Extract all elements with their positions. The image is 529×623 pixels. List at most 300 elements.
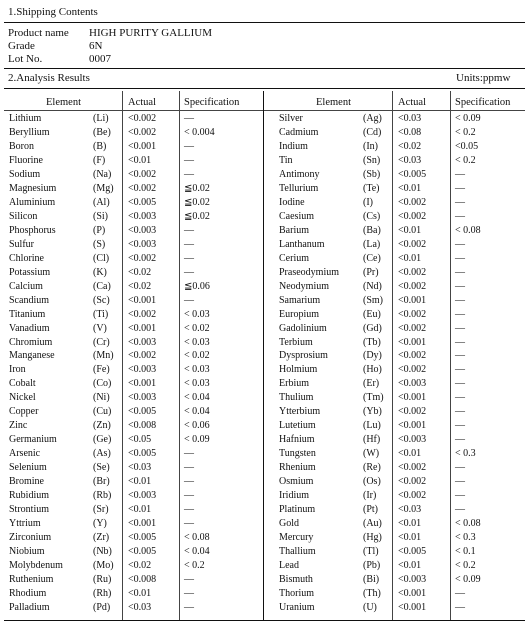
left-element-symbol: (Na) (93, 169, 112, 180)
left-element-name: Beryllium (9, 127, 50, 138)
right-actual-value: <0.01 (398, 183, 422, 194)
left-spec-value: — (184, 588, 194, 599)
left-element-symbol: (Si) (93, 211, 108, 222)
left-element-name: Sodium (9, 169, 41, 180)
header-spec-left: Specification (184, 97, 240, 108)
right-actual-value: <0.002 (398, 490, 427, 501)
right-element-name: Dysprosium (279, 350, 328, 361)
left-actual-value: <0.003 (128, 337, 157, 348)
right-spec-value: < 0.3 (455, 448, 476, 459)
left-actual-value: <0.003 (128, 211, 157, 222)
left-spec-value: < 0.04 (184, 392, 210, 403)
left-spec-value: < 0.03 (184, 364, 210, 375)
left-element-name: Strontium (9, 504, 50, 515)
left-element-symbol: (As) (93, 448, 111, 459)
right-element-symbol: (Ag) (363, 113, 382, 124)
right-element-name: Thallium (279, 546, 316, 557)
left-element-symbol: (Cl) (93, 253, 110, 264)
right-element-name: Silver (279, 113, 303, 124)
right-element-name: Cerium (279, 253, 309, 264)
left-element-symbol: (Sr) (93, 504, 109, 515)
left-element-name: Potassium (9, 267, 51, 278)
section1-rule (4, 22, 525, 23)
left-actual-value: <0.005 (128, 448, 157, 459)
grade-value: 6N (89, 40, 103, 52)
right-element-name: Lutetium (279, 420, 316, 431)
right-spec-value: — (455, 406, 465, 417)
right-spec-value: — (455, 490, 465, 501)
right-spec-value: — (455, 504, 465, 515)
left-element-name: Molybdenum (9, 560, 63, 571)
left-element-symbol: (S) (93, 239, 106, 250)
left-element-name: Titanium (9, 309, 46, 320)
left-spec-value: ≦0.02 (184, 211, 210, 222)
left-element-name: Iron (9, 364, 26, 375)
left-spec-value: < 0.02 (184, 323, 210, 334)
left-element-name: Calcium (9, 281, 43, 292)
left-actual-value: <0.003 (128, 225, 157, 236)
right-spec-value: — (455, 309, 465, 320)
right-element-symbol: (Os) (363, 476, 381, 487)
right-spec-value: < 0.2 (455, 560, 476, 571)
right-actual-value: <0.003 (398, 378, 427, 389)
header-actual-left: Actual (128, 97, 156, 108)
left-element-name: Lithium (9, 113, 42, 124)
right-actual-value: <0.01 (398, 518, 422, 529)
left-element-name: Boron (9, 141, 34, 152)
right-element-name: Tellurium (279, 183, 319, 194)
left-element-name: Bromine (9, 476, 44, 487)
lot-label: Lot No. (8, 53, 43, 65)
right-element-symbol: (Tm) (363, 392, 384, 403)
right-element-symbol: (Lu) (363, 420, 381, 431)
left-actual-value: <0.001 (128, 323, 157, 334)
header-element-left: Element (46, 97, 81, 108)
left-spec-value: < 0.04 (184, 546, 210, 557)
right-spec-value: < 0.2 (455, 127, 476, 138)
left-element-name: Yttrium (9, 518, 41, 529)
right-element-symbol: (Te) (363, 183, 380, 194)
left-element-symbol: (Cu) (93, 406, 112, 417)
left-actual-value: <0.001 (128, 518, 157, 529)
left-element-name: Selenium (9, 462, 47, 473)
left-actual-value: <0.02 (128, 267, 152, 278)
right-element-name: Osmium (279, 476, 314, 487)
right-spec-value: — (455, 476, 465, 487)
left-element-name: Fluorine (9, 155, 43, 166)
right-element-name: Tin (279, 155, 293, 166)
right-actual-value: <0.001 (398, 295, 427, 306)
right-actual-value: <0.002 (398, 323, 427, 334)
right-element-symbol: (Gd) (363, 323, 382, 334)
left-actual-value: <0.002 (128, 253, 157, 264)
left-element-name: Chlorine (9, 253, 44, 264)
left-actual-value: <0.01 (128, 476, 152, 487)
left-actual-value: <0.005 (128, 532, 157, 543)
right-element-symbol: (Sn) (363, 155, 381, 166)
product-name-label: Product name (8, 27, 69, 39)
right-actual-value: <0.002 (398, 267, 427, 278)
left-element-symbol: (Be) (93, 127, 111, 138)
left-spec-value: < 0.04 (184, 406, 210, 417)
left-spec-value: < 0.03 (184, 337, 210, 348)
left-element-name: Zirconium (9, 532, 52, 543)
right-actual-value: <0.002 (398, 350, 427, 361)
right-actual-value: <0.01 (398, 448, 422, 459)
left-element-name: Ruthenium (9, 574, 54, 585)
right-element-symbol: (Au) (363, 518, 382, 529)
right-spec-value: — (455, 392, 465, 403)
left-element-symbol: (Pd) (93, 602, 111, 613)
right-spec-value: — (455, 183, 465, 194)
left-element-symbol: (Br) (93, 476, 110, 487)
right-element-name: Gadolinium (279, 323, 327, 334)
right-actual-value: <0.001 (398, 420, 427, 431)
left-actual-value: <0.03 (128, 602, 152, 613)
left-spec-value: — (184, 448, 194, 459)
left-actual-value: <0.05 (128, 434, 152, 445)
right-spec-value: — (455, 169, 465, 180)
right-element-name: Thulium (279, 392, 314, 403)
section2-top-rule (4, 68, 525, 69)
right-element-symbol: (Re) (363, 462, 381, 473)
left-actual-value: <0.01 (128, 588, 152, 599)
right-element-name: Iodine (279, 197, 305, 208)
right-spec-value: < 0.08 (455, 518, 481, 529)
left-element-symbol: (V) (93, 323, 107, 334)
right-actual-value: <0.005 (398, 546, 427, 557)
right-element-symbol: (Dy) (363, 350, 382, 361)
right-element-name: Erbium (279, 378, 309, 389)
lot-value: 0007 (89, 53, 111, 65)
right-spec-value: — (455, 350, 465, 361)
right-element-symbol: (In) (363, 141, 378, 152)
right-element-symbol: (U) (363, 602, 377, 613)
right-element-symbol: (Ce) (363, 253, 381, 264)
right-element-name: Terbium (279, 337, 313, 348)
right-actual-value: <0.001 (398, 602, 427, 613)
left-spec-value: < 0.02 (184, 350, 210, 361)
left-element-symbol: (Cr) (93, 337, 110, 348)
left-element-name: Palladium (9, 602, 50, 613)
right-spec-value: — (455, 420, 465, 431)
right-element-symbol: (Cs) (363, 211, 381, 222)
divider-right-spec (450, 91, 451, 621)
right-element-name: Indium (279, 141, 308, 152)
right-spec-value: — (455, 462, 465, 473)
right-element-symbol: (Sm) (363, 295, 383, 306)
right-spec-value: < 0.09 (455, 113, 481, 124)
right-element-symbol: (Ba) (363, 225, 381, 236)
right-actual-value: <0.03 (398, 504, 422, 515)
left-spec-value: < 0.08 (184, 532, 210, 543)
right-element-name: Ytterbium (279, 406, 321, 417)
right-element-name: Neodymium (279, 281, 329, 292)
right-spec-value: — (455, 588, 465, 599)
right-element-symbol: (Eu) (363, 309, 381, 320)
right-element-name: Platinum (279, 504, 316, 515)
right-element-name: Samarium (279, 295, 321, 306)
left-spec-value: ≦0.02 (184, 197, 210, 208)
right-spec-value: < 0.09 (455, 574, 481, 585)
right-spec-value: — (455, 281, 465, 292)
divider-left-actual (122, 91, 123, 621)
left-element-symbol: (Al) (93, 197, 110, 208)
left-spec-value: < 0.06 (184, 420, 210, 431)
left-spec-value: — (184, 141, 194, 152)
right-spec-value: <0.05 (455, 141, 479, 152)
left-element-symbol: (Rb) (93, 490, 112, 501)
left-element-symbol: (F) (93, 155, 106, 166)
left-element-symbol: (K) (93, 267, 107, 278)
left-spec-value: — (184, 295, 194, 306)
left-actual-value: <0.003 (128, 239, 157, 250)
left-element-name: Silicon (9, 211, 38, 222)
left-element-symbol: (Ni) (93, 392, 110, 403)
left-element-symbol: (Sc) (93, 295, 110, 306)
right-actual-value: <0.01 (398, 225, 422, 236)
right-element-name: Lanthanum (279, 239, 325, 250)
left-element-name: Zinc (9, 420, 28, 431)
left-element-name: Vanadium (9, 323, 50, 334)
left-element-symbol: (Fe) (93, 364, 110, 375)
left-element-symbol: (Ge) (93, 434, 112, 445)
right-element-symbol: (Th) (363, 588, 381, 599)
right-spec-value: — (455, 323, 465, 334)
left-element-name: Rhodium (9, 588, 47, 599)
right-actual-value: <0.002 (398, 197, 427, 208)
left-actual-value: <0.002 (128, 169, 157, 180)
right-actual-value: <0.08 (398, 127, 422, 138)
left-spec-value: — (184, 225, 194, 236)
right-actual-value: <0.002 (398, 211, 427, 222)
right-element-name: Antimony (279, 169, 320, 180)
left-element-symbol: (Se) (93, 462, 110, 473)
left-element-symbol: (Y) (93, 518, 107, 529)
left-actual-value: <0.03 (128, 462, 152, 473)
table-bottom-rule (4, 620, 525, 621)
divider-middle (263, 91, 264, 621)
left-element-name: Chromium (9, 337, 53, 348)
right-spec-value: — (455, 378, 465, 389)
left-actual-value: <0.001 (128, 141, 157, 152)
right-actual-value: <0.001 (398, 392, 427, 403)
right-spec-value: < 0.2 (455, 155, 476, 166)
right-spec-value: < 0.1 (455, 546, 476, 557)
left-actual-value: <0.003 (128, 364, 157, 375)
left-element-name: Rubidium (9, 490, 50, 501)
right-element-symbol: (La) (363, 239, 381, 250)
left-element-name: Aluminium (9, 197, 56, 208)
left-element-symbol: (Co) (93, 378, 112, 389)
product-name-value: HIGH PURITY GALLIUM (89, 27, 213, 39)
divider-left-spec (179, 91, 180, 621)
right-element-name: Cadmium (279, 127, 319, 138)
right-actual-value: <0.01 (398, 560, 422, 571)
left-spec-value: < 0.09 (184, 434, 210, 445)
left-element-symbol: (Rh) (93, 588, 112, 599)
right-spec-value: < 0.3 (455, 532, 476, 543)
left-element-name: Cobalt (9, 378, 36, 389)
right-spec-value: — (455, 239, 465, 250)
right-element-name: Mercury (279, 532, 314, 543)
right-element-symbol: (Pr) (363, 267, 379, 278)
right-element-name: Gold (279, 518, 299, 529)
right-element-symbol: (Hf) (363, 434, 381, 445)
right-spec-value: — (455, 267, 465, 278)
left-spec-value: — (184, 490, 194, 501)
right-actual-value: <0.002 (398, 364, 427, 375)
left-spec-value: ≦0.02 (184, 183, 210, 194)
section2-title: 2.Analysis Results (8, 72, 90, 84)
left-element-symbol: (Ti) (93, 309, 109, 320)
units-label: Units:ppmw (456, 72, 511, 84)
left-actual-value: <0.002 (128, 127, 157, 138)
left-element-symbol: (Mn) (93, 350, 114, 361)
left-element-name: Copper (9, 406, 39, 417)
right-spec-value: — (455, 253, 465, 264)
left-actual-value: <0.008 (128, 574, 157, 585)
left-actual-value: <0.002 (128, 183, 157, 194)
right-actual-value: <0.03 (398, 155, 422, 166)
left-actual-value: <0.008 (128, 420, 157, 431)
left-spec-value: — (184, 113, 194, 124)
left-actual-value: <0.005 (128, 197, 157, 208)
right-element-symbol: (Nd) (363, 281, 382, 292)
section1-title: 1.Shipping Contents (8, 6, 98, 18)
left-spec-value: < 0.03 (184, 378, 210, 389)
right-element-name: Holmium (279, 364, 318, 375)
left-spec-value: — (184, 504, 194, 515)
left-spec-value: < 0.03 (184, 309, 210, 320)
right-element-symbol: (Er) (363, 378, 380, 389)
right-actual-value: <0.002 (398, 462, 427, 473)
right-element-symbol: (Bi) (363, 574, 380, 585)
left-actual-value: <0.003 (128, 392, 157, 403)
left-spec-value: — (184, 253, 194, 264)
left-spec-value: — (184, 518, 194, 529)
header-element-right: Element (316, 97, 351, 108)
right-element-name: Thorium (279, 588, 314, 599)
right-element-symbol: (Tl) (363, 546, 379, 557)
right-actual-value: <0.002 (398, 281, 427, 292)
header-spec-right: Specification (455, 97, 511, 108)
left-element-name: Arsenic (9, 448, 41, 459)
left-element-symbol: (Mo) (93, 560, 114, 571)
left-element-name: Phosphorus (9, 225, 56, 236)
left-actual-value: <0.005 (128, 546, 157, 557)
right-element-symbol: (Cd) (363, 127, 382, 138)
left-spec-value: — (184, 155, 194, 166)
left-element-name: Sulfur (9, 239, 34, 250)
right-element-name: Uranium (279, 602, 315, 613)
right-element-name: Iridium (279, 490, 309, 501)
table-header-rule (4, 110, 525, 111)
right-actual-value: <0.002 (398, 476, 427, 487)
right-spec-value: — (455, 602, 465, 613)
right-element-symbol: (W) (363, 448, 380, 459)
right-element-symbol: (Hg) (363, 532, 382, 543)
section2-rule (4, 88, 525, 89)
left-spec-value: — (184, 169, 194, 180)
left-element-name: Manganese (9, 350, 55, 361)
left-element-name: Nickel (9, 392, 36, 403)
grade-label: Grade (8, 40, 35, 52)
left-element-name: Scandium (9, 295, 49, 306)
left-spec-value: — (184, 602, 194, 613)
divider-right-actual (392, 91, 393, 621)
right-element-symbol: (Pb) (363, 560, 381, 571)
left-spec-value: — (184, 574, 194, 585)
left-actual-value: <0.02 (128, 281, 152, 292)
right-actual-value: <0.02 (398, 141, 422, 152)
right-element-name: Caesium (279, 211, 314, 222)
left-spec-value: — (184, 462, 194, 473)
right-actual-value: <0.005 (398, 169, 427, 180)
left-actual-value: <0.003 (128, 490, 157, 501)
left-element-name: Magnesium (9, 183, 57, 194)
left-spec-value: < 0.004 (184, 127, 215, 138)
right-actual-value: <0.003 (398, 434, 427, 445)
left-element-symbol: (Zn) (93, 420, 111, 431)
right-element-name: Bismuth (279, 574, 313, 585)
right-element-name: Lead (279, 560, 299, 571)
left-element-name: Germanium (9, 434, 57, 445)
header-actual-right: Actual (398, 97, 426, 108)
left-element-symbol: (B) (93, 141, 107, 152)
right-element-name: Hafnium (279, 434, 315, 445)
right-element-name: Barium (279, 225, 309, 236)
left-actual-value: <0.002 (128, 350, 157, 361)
left-actual-value: <0.005 (128, 406, 157, 417)
right-element-symbol: (Sb) (363, 169, 381, 180)
right-actual-value: <0.03 (398, 113, 422, 124)
right-element-name: Rhenium (279, 462, 316, 473)
left-actual-value: <0.02 (128, 560, 152, 571)
right-spec-value: — (455, 434, 465, 445)
right-element-symbol: (Yb) (363, 406, 382, 417)
right-actual-value: <0.01 (398, 253, 422, 264)
left-actual-value: <0.01 (128, 155, 152, 166)
left-actual-value: <0.001 (128, 378, 157, 389)
left-spec-value: < 0.2 (184, 560, 205, 571)
left-spec-value: ≦0.06 (184, 281, 210, 292)
right-actual-value: <0.001 (398, 588, 427, 599)
right-actual-value: <0.002 (398, 406, 427, 417)
right-element-name: Europium (279, 309, 319, 320)
left-actual-value: <0.002 (128, 309, 157, 320)
left-element-symbol: (P) (93, 225, 106, 236)
left-actual-value: <0.001 (128, 295, 157, 306)
right-element-symbol: (Ir) (363, 490, 377, 501)
left-spec-value: — (184, 267, 194, 278)
left-element-symbol: (Mg) (93, 183, 114, 194)
right-element-name: Praseodymium (279, 267, 339, 278)
right-spec-value: — (455, 197, 465, 208)
left-element-symbol: (Li) (93, 113, 109, 124)
right-actual-value: <0.002 (398, 309, 427, 320)
left-spec-value: — (184, 476, 194, 487)
right-element-name: Tungsten (279, 448, 316, 459)
right-element-symbol: (Pt) (363, 504, 378, 515)
right-actual-value: <0.003 (398, 574, 427, 585)
left-element-symbol: (Ru) (93, 574, 112, 585)
right-element-symbol: (I) (363, 197, 373, 208)
left-actual-value: <0.002 (128, 113, 157, 124)
right-actual-value: <0.001 (398, 337, 427, 348)
right-spec-value: — (455, 337, 465, 348)
left-element-symbol: (Ca) (93, 281, 111, 292)
